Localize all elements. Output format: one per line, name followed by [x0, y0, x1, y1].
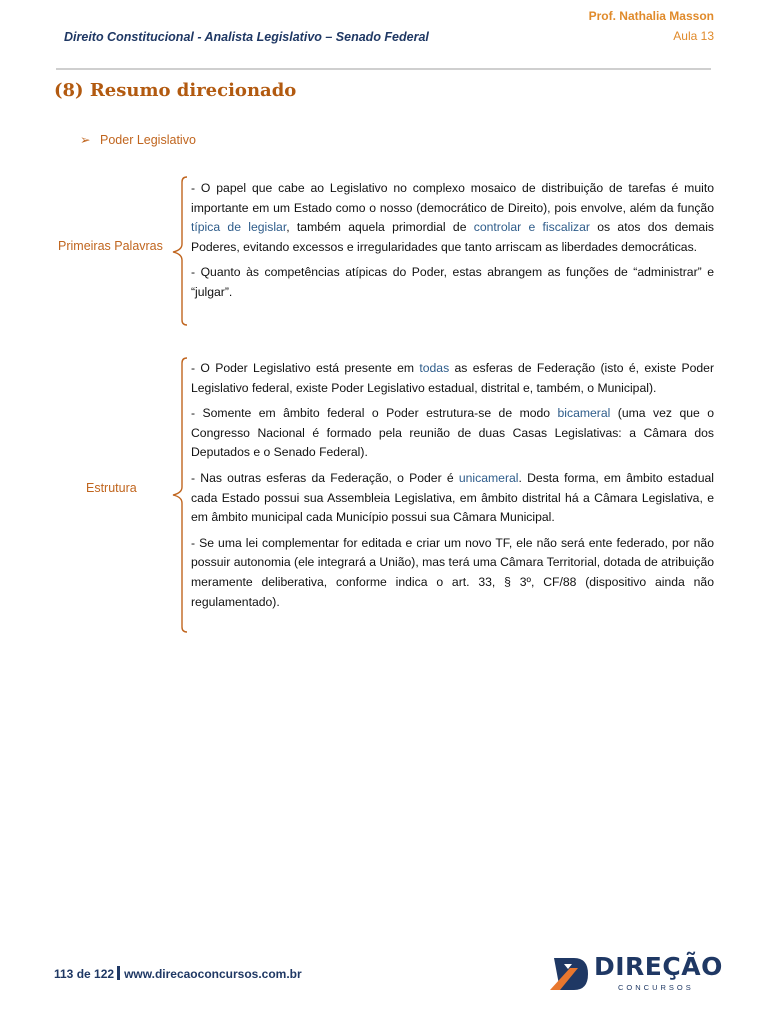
text-run: as esferas de Federação (isto é, existe Poder Legislativo federal, existe Poder Legislativo estadual, distrital e, também, o Municipal).	[191, 361, 715, 395]
highlighted-term: típica de legislar	[191, 220, 287, 235]
paragraph	[191, 179, 714, 257]
text-run: , também aquela primordial de	[286, 220, 474, 235]
logo-subtitle: CONCURSOS	[618, 983, 694, 992]
paragraph	[191, 404, 714, 463]
highlighted-term: controlar e fiscalizar	[473, 220, 590, 235]
group-label-primeiras-palavras: Primeiras Palavras	[58, 239, 163, 253]
text-run: - O Poder Legislativo está presente em	[191, 361, 420, 375]
text-run: - Nas outras esferas da Federação, o Poder é	[191, 470, 459, 485]
paragraph	[191, 534, 714, 612]
topic-heading	[80, 132, 196, 147]
arrow-bullet-icon: ➢	[80, 133, 91, 147]
brand-logo	[548, 950, 723, 996]
text-run: (uma vez que o Congresso Nacional é formado pela reunião de duas Casas Legislativas: a Câmara dos Deputados e o Senado Federal).	[191, 406, 715, 460]
highlighted-term: todas	[419, 361, 450, 375]
footer-separator	[117, 966, 120, 980]
group-body-primeiras-palavras	[191, 179, 714, 309]
header-course-title: Direito Constitucional - Analista Legislativo – Senado Federal	[64, 30, 429, 44]
footer	[54, 966, 302, 981]
curly-brace-icon	[170, 357, 190, 633]
logo-mark-icon	[548, 950, 592, 996]
text-run: . Desta forma, em âmbito estadual cada Estado possui sua Assembleia Legislativa, em âmbito distrital há a Câmara Legislativa, e em âmbito municipal cada Município possui sua Câmara Municipal.	[191, 470, 714, 525]
topic-label: Poder Legislativo	[100, 133, 196, 147]
text-run: - Se uma lei complementar for editada e criar um novo TF, ele não será ente federado, por não possuir autonomia (ele integrará a União), mas terá uma Câmara Territorial, dotada de atribuição meramente deliberativa, conforme indica o art. 33, § 3º, CF/88 (dispositivo ainda não regulamentado).	[191, 535, 714, 609]
text-run: - O papel que cabe ao Legislativo no complexo mosaico de distribuição de tarefas é muito importante em um Estado como o nosso (democrático de Direito), pois envolve, além da função	[191, 181, 714, 215]
group-body-estrutura	[191, 359, 714, 618]
text-run: os atos dos demais Poderes, evitando excessos e irregularidades que tanto arriscam as liberdades democráticas.	[191, 220, 714, 254]
logo-wordmark: DIREÇÃO	[594, 952, 723, 981]
paragraph	[191, 469, 714, 528]
section-title: (8) Resumo direcionado	[54, 80, 297, 101]
header-divider	[56, 68, 711, 70]
highlighted-term: bicameral	[557, 406, 611, 421]
header-professor: Prof. Nathalia Masson	[588, 9, 714, 23]
curly-brace-icon	[170, 176, 190, 326]
group-label-estrutura: Estrutura	[86, 481, 137, 495]
paragraph	[191, 359, 714, 398]
paragraph	[191, 263, 714, 302]
page-number: 113 de 122	[54, 967, 115, 981]
header-lesson: Aula 13	[673, 29, 714, 43]
highlighted-term: unicameral	[458, 470, 519, 485]
text-run: - Quanto às competências atípicas do Poder, estas abrangem as funções de “administrar” e “julgar”.	[191, 265, 714, 299]
text-run: - Somente em âmbito federal o Poder estrutura-se de modo	[191, 406, 558, 421]
site-link[interactable]: www.direcaoconcursos.com.br	[124, 967, 302, 981]
